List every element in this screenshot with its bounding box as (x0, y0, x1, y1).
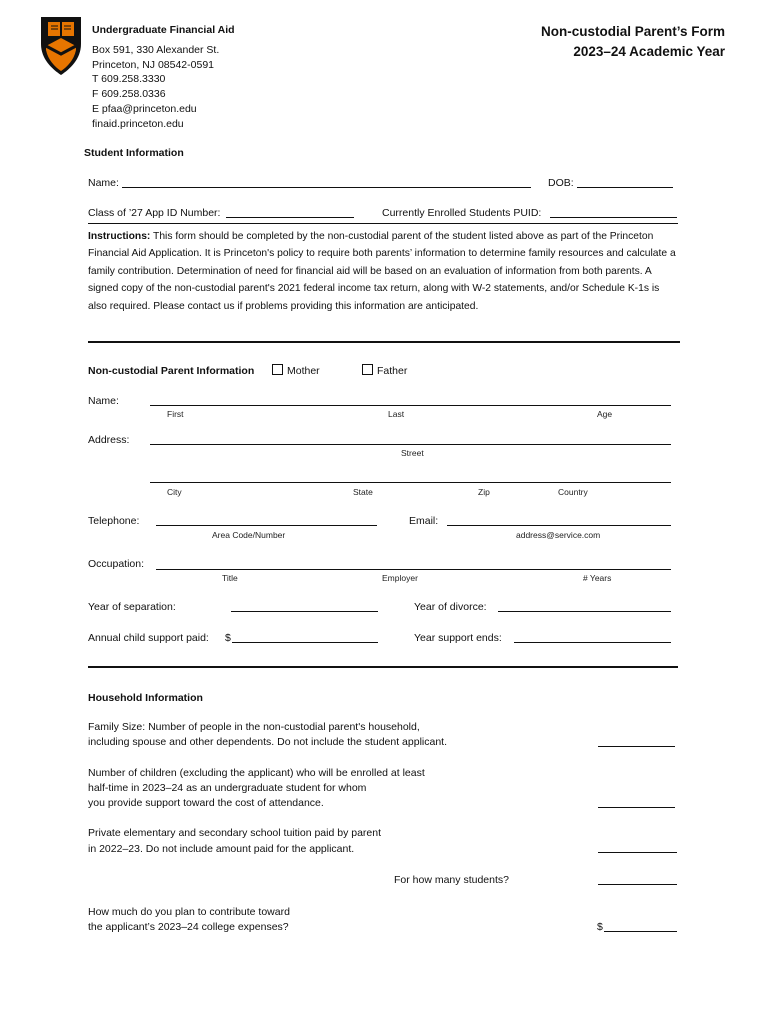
child-support-field[interactable] (232, 642, 378, 643)
child-support-label: Annual child support paid: (88, 632, 209, 644)
student-name-label: Name: (88, 177, 119, 189)
street-caption: Street (401, 448, 424, 458)
email-field[interactable] (447, 525, 671, 526)
form-title: Non-custodial Parent’s Form 2023–24 Academic Year (540, 24, 725, 59)
mother-checkbox[interactable]: Mother (272, 364, 320, 377)
app-id-label: Class of ’27 App ID Number: (88, 207, 221, 219)
office-name: Undergraduate Financial Aid (92, 24, 235, 36)
father-checkbox[interactable]: Father (362, 364, 407, 377)
instructions: Instructions: This form should be completed by the non-custodial parent of the student listed above as part of the Princeton Financial Aid Application. It is Princeton's policy to require both parents’ information to determine family resources and calculate a family contribution. Determination of need for financial aid will be based on an evaluation of information from both parents. A signed copy of the non-custodial parent's 2021 federal income tax return, along with W-2 statements, and/or Schedule K-1s is also required. Please contact us if problems providing this information are anticipated. (88, 231, 676, 312)
family-size-text: Family Size: Number of people in the non-custodial parent's household, including spouse and other dependents. Do not include the student applicant. (88, 721, 448, 748)
email-caption: address@service.com (516, 530, 601, 540)
dob-field[interactable] (577, 187, 673, 188)
contribute-dollar: $ (597, 921, 603, 933)
dob-label: DOB: (548, 177, 574, 189)
city-state-field[interactable] (150, 482, 671, 483)
office-address: Box 591, 330 Alexander St. Princeton, NJ 08542-0591 T 609.258.3330 F 609.258.0336 E pfaa@princeton.edu finaid.princeton.edu (92, 44, 220, 130)
section-rule (88, 666, 678, 668)
tuition-field[interactable] (598, 852, 677, 853)
email-label: Email: (409, 515, 439, 527)
title-caption: Title (222, 573, 238, 583)
telephone-label: Telephone: (88, 515, 140, 527)
age-caption: Age (597, 409, 613, 419)
family-size-field[interactable] (598, 746, 675, 747)
section-rule (88, 341, 680, 343)
last-caption: Last (388, 409, 405, 419)
employer-caption: Employer (382, 573, 418, 583)
puid-field[interactable] (550, 217, 677, 218)
area-code-caption: Area Code/Number (212, 530, 286, 540)
support-ends-field[interactable] (514, 642, 671, 643)
puid-label: Currently Enrolled Students PUID: (382, 207, 542, 219)
separation-field[interactable] (231, 611, 378, 612)
parent-name-label: Name: (88, 395, 119, 407)
student-name-field[interactable] (122, 187, 531, 188)
children-field[interactable] (598, 807, 675, 808)
years-caption: # Years (583, 573, 612, 583)
first-caption: First (167, 409, 184, 419)
zip-caption: Zip (478, 487, 490, 497)
student-heading: Student Information (84, 147, 184, 159)
divider (88, 223, 678, 224)
household-heading: Household Information (88, 692, 203, 704)
parent-name-field[interactable] (150, 405, 671, 406)
dollar-sign: $ (225, 632, 231, 644)
state-caption: State (353, 487, 373, 497)
street-field[interactable] (150, 444, 671, 445)
princeton-shield-logo (40, 16, 82, 76)
parent-heading: Non-custodial Parent Information (88, 365, 255, 377)
contribute-text: How much do you plan to contribute toward the applicant’s 2023–24 college expenses? (88, 906, 290, 933)
app-id-field[interactable] (226, 217, 354, 218)
contribute-field[interactable] (604, 931, 677, 932)
occupation-label: Occupation: (88, 558, 145, 570)
telephone-field[interactable] (156, 525, 377, 526)
tuition-text: Private elementary and secondary school tuition paid by parent in 2022–23. Do not include amount paid for the applicant. (88, 827, 382, 855)
children-text: Number of children (excluding the applicant) who will be enrolled at least half-time in 2023–24 as an undergraduate student for whom you provide support toward the cost of attendance. (88, 767, 425, 809)
checkbox-icon[interactable] (272, 364, 283, 375)
support-ends-label: Year support ends: (414, 632, 502, 644)
how-many-field[interactable] (598, 884, 677, 885)
checkbox-icon[interactable] (362, 364, 373, 375)
occupation-field[interactable] (156, 569, 671, 570)
divorce-label: Year of divorce: (414, 601, 487, 613)
how-many-label: For how many students? (394, 874, 509, 886)
address-label: Address: (88, 434, 130, 446)
city-caption: City (167, 487, 182, 497)
divorce-field[interactable] (498, 611, 671, 612)
separation-label: Year of separation: (88, 601, 176, 613)
country-caption: Country (558, 487, 588, 497)
